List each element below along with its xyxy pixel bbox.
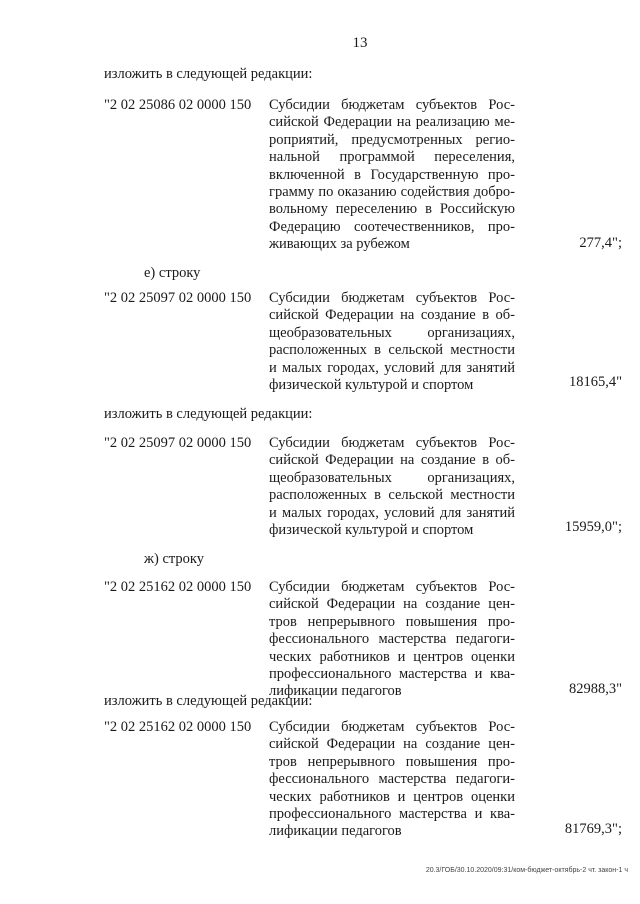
entry-amount: 18165,4": [568, 374, 622, 390]
description-line: Федерацию соотечественников, про-: [269, 218, 515, 235]
description-line: тров непрерывного повышения про-: [269, 613, 515, 630]
instruction-2: изложить в следующей редакции:: [104, 406, 313, 422]
entry-description: [269, 435, 515, 539]
entry-amount: 81769,3";: [564, 821, 622, 837]
budget-code: "2 02 25097 02 0000 150: [104, 290, 252, 306]
entry-description: [269, 97, 515, 254]
description-line: лификации педагогов: [269, 823, 402, 840]
instruction-3: изложить в следующей редакции:: [104, 693, 313, 709]
description-line: Субсидии бюджетам субъектов Рос-: [269, 290, 515, 306]
description-line: тров непрерывного повышения про-: [269, 753, 515, 770]
subsection-e-label: е) строку: [144, 265, 201, 281]
entry-amount: 15959,0";: [564, 519, 622, 535]
budget-code: "2 02 25162 02 0000 150: [104, 719, 252, 735]
description-line: сийской Федерации на создание цен-: [269, 596, 515, 613]
description-line: профессионального мастерства и ква-: [269, 666, 515, 683]
description-line: Субсидии бюджетам субъектов Рос-: [269, 435, 515, 451]
budget-code: "2 02 25086 02 0000 150: [104, 97, 252, 113]
description-line: вольному переселению в Российскую: [269, 201, 515, 218]
description-line: ческих работников и центров оценки: [269, 788, 515, 805]
entry-amount: 82988,3": [568, 681, 622, 697]
description-line: лификации педагогов: [269, 683, 402, 700]
description-line: Субсидии бюджетам субъектов Рос-: [269, 97, 515, 113]
entry-description: [269, 579, 515, 701]
description-line: Субсидии бюджетам субъектов Рос-: [269, 579, 515, 595]
budget-code: "2 02 25162 02 0000 150: [104, 579, 252, 595]
description-line: сийской Федерации на реализацию ме-: [269, 114, 515, 131]
entry-amount: 277,4";: [579, 235, 622, 251]
description-line: ческих работников и центров оценки: [269, 648, 515, 665]
description-line: расположенных в сельской местности: [269, 487, 515, 504]
description-line: сийской Федерации на создание цен-: [269, 736, 515, 753]
description-line: нальной программой переселения,: [269, 149, 515, 166]
budget-code: "2 02 25097 02 0000 150: [104, 435, 252, 451]
description-line: щеобразовательных организациях,: [269, 469, 515, 486]
entry-description: [269, 719, 515, 841]
description-line: включенной в Государственную про-: [269, 166, 515, 183]
page-number: 13: [352, 35, 368, 51]
document-footer: 20.3/ГОБ/30.10.2020/09:31/ком-бюджет-октябрь-2 чт. закон-1 ч: [425, 867, 628, 874]
description-line: и малых городах, условий для занятий: [269, 359, 515, 376]
description-line: расположенных в сельской местности: [269, 342, 515, 359]
entry-description: [269, 290, 515, 394]
description-line: и малых городах, условий для занятий: [269, 504, 515, 521]
description-line: сийской Федерации на создание в об-: [269, 307, 515, 324]
subsection-zh-label: ж) строку: [144, 551, 205, 567]
description-line: физической культурой и спортом: [269, 377, 474, 394]
description-line: фессионального мастерства педагоги-: [269, 771, 515, 788]
description-line: фессионального мастерства педагоги-: [269, 631, 515, 648]
description-line: Субсидии бюджетам субъектов Рос-: [269, 719, 515, 735]
description-line: щеобразовательных организациях,: [269, 324, 515, 341]
description-line: профессионального мастерства и ква-: [269, 806, 515, 823]
description-line: живающих за рубежом: [269, 236, 410, 253]
description-line: сийской Федерации на создание в об-: [269, 452, 515, 469]
description-line: грамму по оказанию содействия добро-: [269, 184, 515, 201]
description-line: роприятий, предусмотренных регио-: [269, 131, 515, 148]
instruction-1: изложить в следующей редакции:: [104, 66, 313, 82]
description-line: физической культурой и спортом: [269, 522, 474, 539]
